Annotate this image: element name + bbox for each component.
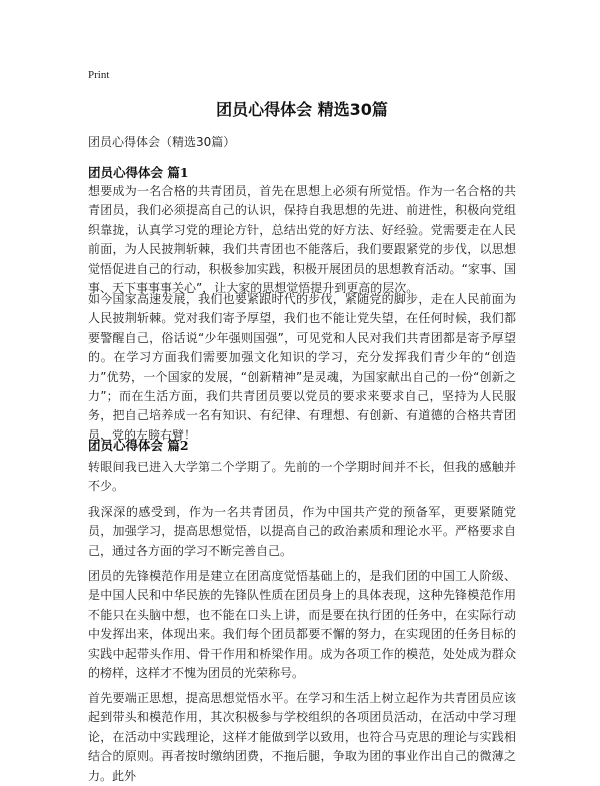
print-label: Print xyxy=(88,69,110,81)
section-2-paragraph-4: 首先要端正思想，提高思想觉悟水平。在学习和生活上树立起作为共青团员应该起到带头和模范作用，其次积极参与学校组织的各项团员活动，在活动中学习理论，在活动中实践理论，这样才能做到学以致用，也符合马克思的理论与实践相结合的原则。再者按时缴纳团费，不拖后腿，争取为团的事业作出自己的微薄之力。此外 xyxy=(88,691,516,783)
section-heading-1: 团员心得体会 篇1 xyxy=(88,165,189,180)
section-2-paragraph-1: 转眼间我已进入大学第二个学期了。先前的一个学期时间并不长，但我的感触并不少。 xyxy=(88,460,516,494)
document-subtitle: 团员心得体会（精选30篇） xyxy=(88,135,236,149)
page-title: 团员心得体会 精选30篇 xyxy=(216,100,388,119)
section-2-paragraph-2: 我深深的感受到，作为一名共青团员，作为中国共产党的预备军，更要紧随党员，加强学习，提高思想觉悟，以提高自己的政治素质和理论水平。严格要求自己，通过各方面的学习不断完善自己。 xyxy=(88,505,516,558)
section-heading-2: 团员心得体会 篇2 xyxy=(88,438,189,453)
section-1-paragraph-2: 如今国家高速发展，我们也要紧跟时代的步伐，紧随党的脚步，走在人民前面为人民披荆斩棘。党对我们寄予厚望，我们也不能让党失望，在任何时候，我们都要警醒自己，俗话说“少年强则国强”，可见党和人民对我们共青团都是寄予厚望的。在学习方面我们需要加强文化知识的学习，充分发挥我们青少年的“创造力”优势，一个国家的发展，“创新精神”是灵魂，为国家献出自己的一份“创新之力”；而在生活方面，我们共青团员要以党员的要求来要求自己，坚持为人民服务，把自己培养成一名有知识、有纪律、有理想、有创新、有道德的合格共青团员，党的左膀右臂！ xyxy=(88,292,516,442)
section-2-paragraph-3: 团员的先锋模范作用是建立在团高度觉悟基础上的，是我们团的中国工人阶级、是中国人民和中华民族的先锋队性质在团员身上的具体表现，这种先锋模范作用不能只在头脑中想，也不能在口头上讲，而是要在执行团的任务中，在实际行动中发挥出来，体现出来。我们每个团员都要不懈的努力，在实现团的任务目标的实践中起带头作用、骨干作用和桥梁作用。成为各项工作的模范，处处成为群众的榜样，这样才不愧为团员的光荣称号。 xyxy=(88,569,516,681)
section-1-paragraph-1: 想要成为一名合格的共青团员，首先在思想上必须有所觉悟。作为一名合格的共青团员，我们必须提高自己的认识，保持自我思想的先进、前进性，积极向党组织靠拢，认真学习党的理论方针，总结出党的好方法、好经验。党需要走在人民前面，为人民披荆斩棘，我们共青团也不能落后，我们要跟紧党的步伐，以思想觉悟促进自己的行动，积极参加实践，积极开展团员的思想教育活动。“家事、国事、天下事事事关心”，让大家的思想觉悟提升到更高的层次。 xyxy=(88,184,516,296)
